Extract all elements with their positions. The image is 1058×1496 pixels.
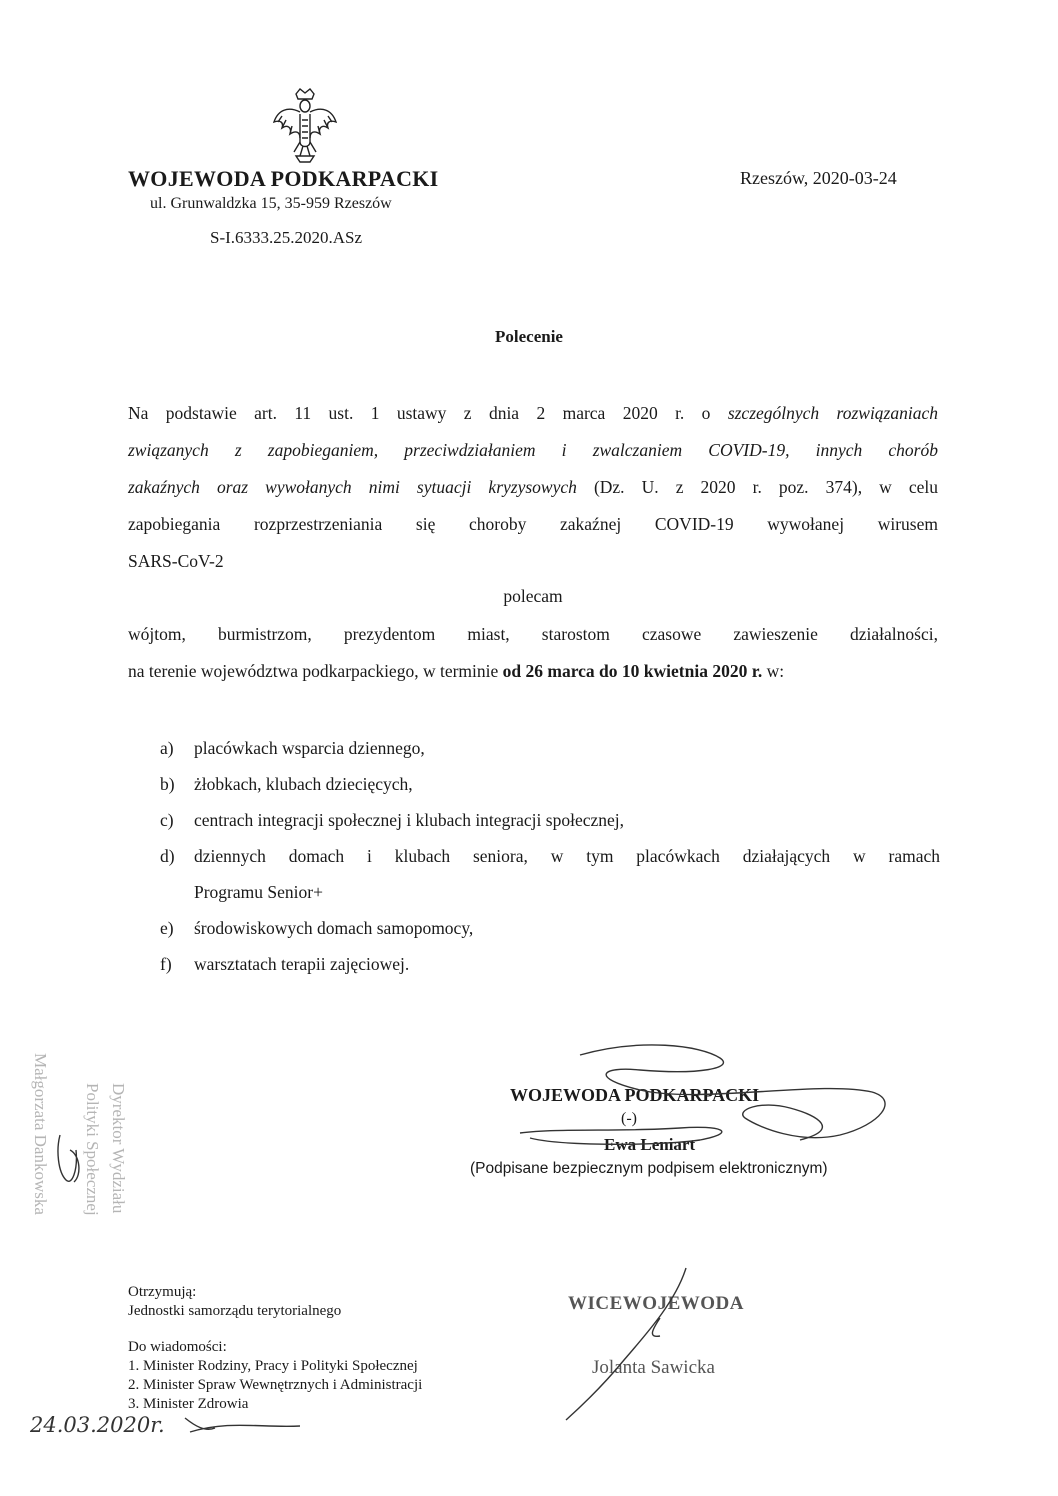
list-item — [160, 910, 940, 946]
document-date: Rzeszów, 2020-03-24 — [740, 168, 897, 188]
list-item-marker: a) — [160, 738, 174, 758]
p1-line-4-segment-1: zapobiegania rozprzestrzeniania się choroby zakaźnej COVID-19 wywołanej wirusem — [128, 514, 938, 534]
issuer-address: ul. Grunwaldzka 15, 35-959 Rzeszów — [150, 195, 392, 212]
paragraph-order — [128, 616, 938, 690]
list-item-marker: b) — [160, 774, 175, 794]
list-item-text: warsztatach terapii zajęciowej. — [194, 954, 410, 974]
list-item-marker: c) — [160, 810, 174, 830]
list-item — [160, 730, 940, 766]
list-item — [160, 838, 940, 910]
p2-line-1-segment-1: wójtom, burmistrzom, prezydentom miast, starostom czasowe zawieszenie działalności, — [128, 624, 938, 644]
suspension-list — [160, 730, 940, 982]
stamp-department: Polityki Społecznej — [83, 1083, 102, 1216]
p1-line-2-segment-1: związanych z zapobieganiem, przeciwdziałaniem i zwalczaniem COVID-19, innych chorób — [128, 440, 938, 460]
list-item-continuation: Programu Senior+ — [194, 882, 323, 902]
handwritten-initials — [185, 1418, 300, 1432]
list-item — [160, 946, 940, 982]
p2-line-1 — [128, 616, 938, 653]
list-item — [160, 802, 940, 838]
p2-line-2-segment-3: od 26 marca do 10 kwietnia 2020 r. — [502, 661, 763, 681]
p1-line-1-segment-1: Na podstawie art. 11 ust. 1 ustawy z dnia 2 marca 2020 r. o — [128, 403, 728, 423]
list-item-marker: f) — [160, 954, 172, 974]
list-item-text: placówkach wsparcia dziennego, — [194, 738, 425, 758]
list-item-text: centrach integracji społecznej i klubach integracji społecznej, — [194, 810, 625, 830]
document-title: Polecenie — [495, 327, 563, 346]
paragraph-legal-basis — [128, 395, 938, 580]
order-word: polecam — [503, 586, 563, 606]
cc-item-3: 3. Minister Zdrowia — [128, 1396, 249, 1412]
recipients-heading: Otrzymują: — [128, 1284, 197, 1300]
department-stamp — [30, 1053, 140, 1273]
handwritten-date: 24.03.2020r. — [30, 1413, 165, 1437]
list-item-text: dziennych domach i klubach seniora, w tym placówkach działających w ramach — [194, 846, 940, 866]
cc-heading: Do wiadomości: — [128, 1339, 227, 1355]
signatory-name: Ewa Leniart — [604, 1135, 696, 1154]
p1-line-3-segment-2: (Dz. U. z 2020 r. poz. 374), w celu — [576, 477, 938, 497]
issuer-name: WOJEWODA PODKARPACKI — [128, 166, 439, 191]
eagle-emblem-icon — [270, 86, 340, 166]
stamp-role: Dyrektor Wydziału — [109, 1083, 128, 1214]
p2-line-2-segment-2: w terminie — [418, 661, 503, 681]
p1-line-3-segment-1: zakaźnych oraz wywołanych nimi sytuacji kryzysowych — [128, 477, 577, 497]
list-item — [160, 766, 940, 802]
vice-stamp-name: Jolanta Sawicka — [592, 1357, 715, 1378]
reference-number: S-I.6333.25.2020.ASz — [210, 228, 363, 247]
p2-line-2-segment-1: na terenie województwa podkarpackiego, — [128, 661, 419, 681]
list-item-text: żłobkach, klubach dziecięcych, — [194, 774, 413, 794]
cc-item-2: 2. Minister Spraw Wewnętrznych i Administracji — [128, 1377, 423, 1393]
signatory-title: WOJEWODA PODKARPACKI — [510, 1085, 760, 1105]
list-item-text: środowiskowych domach samopomocy, — [194, 918, 474, 938]
list-item-marker: e) — [160, 918, 174, 938]
vice-signature-stroke — [566, 1268, 686, 1420]
p1-line-3 — [128, 469, 938, 506]
p1-line-5-segment-1: SARS-CoV-2 — [128, 551, 224, 571]
vice-stamp-title: WICEWOJEWODA — [568, 1293, 744, 1314]
p1-line-1 — [128, 395, 938, 432]
recipients-block — [128, 1283, 422, 1414]
signatory-mark: (-) — [621, 1110, 637, 1127]
stamp-person-name: Małgorzata Dankowska — [31, 1053, 50, 1215]
recipients-item: Jednostki samorządu terytorialnego — [128, 1303, 342, 1319]
p1-line-5 — [128, 543, 938, 580]
p2-line-2 — [128, 653, 938, 690]
list-item-marker: d) — [160, 846, 175, 866]
p1-line-4 — [128, 506, 938, 543]
p2-line-2-segment-4: w: — [762, 661, 785, 681]
p1-line-1-segment-2: szczególnych rozwiązaniach — [727, 403, 938, 423]
p1-line-2 — [128, 432, 938, 469]
cc-item-1: 1. Minister Rodziny, Pracy i Polityki Społecznej — [128, 1358, 418, 1374]
electronic-signature-note: (Podpisane bezpiecznym podpisem elektronicznym) — [470, 1160, 828, 1177]
